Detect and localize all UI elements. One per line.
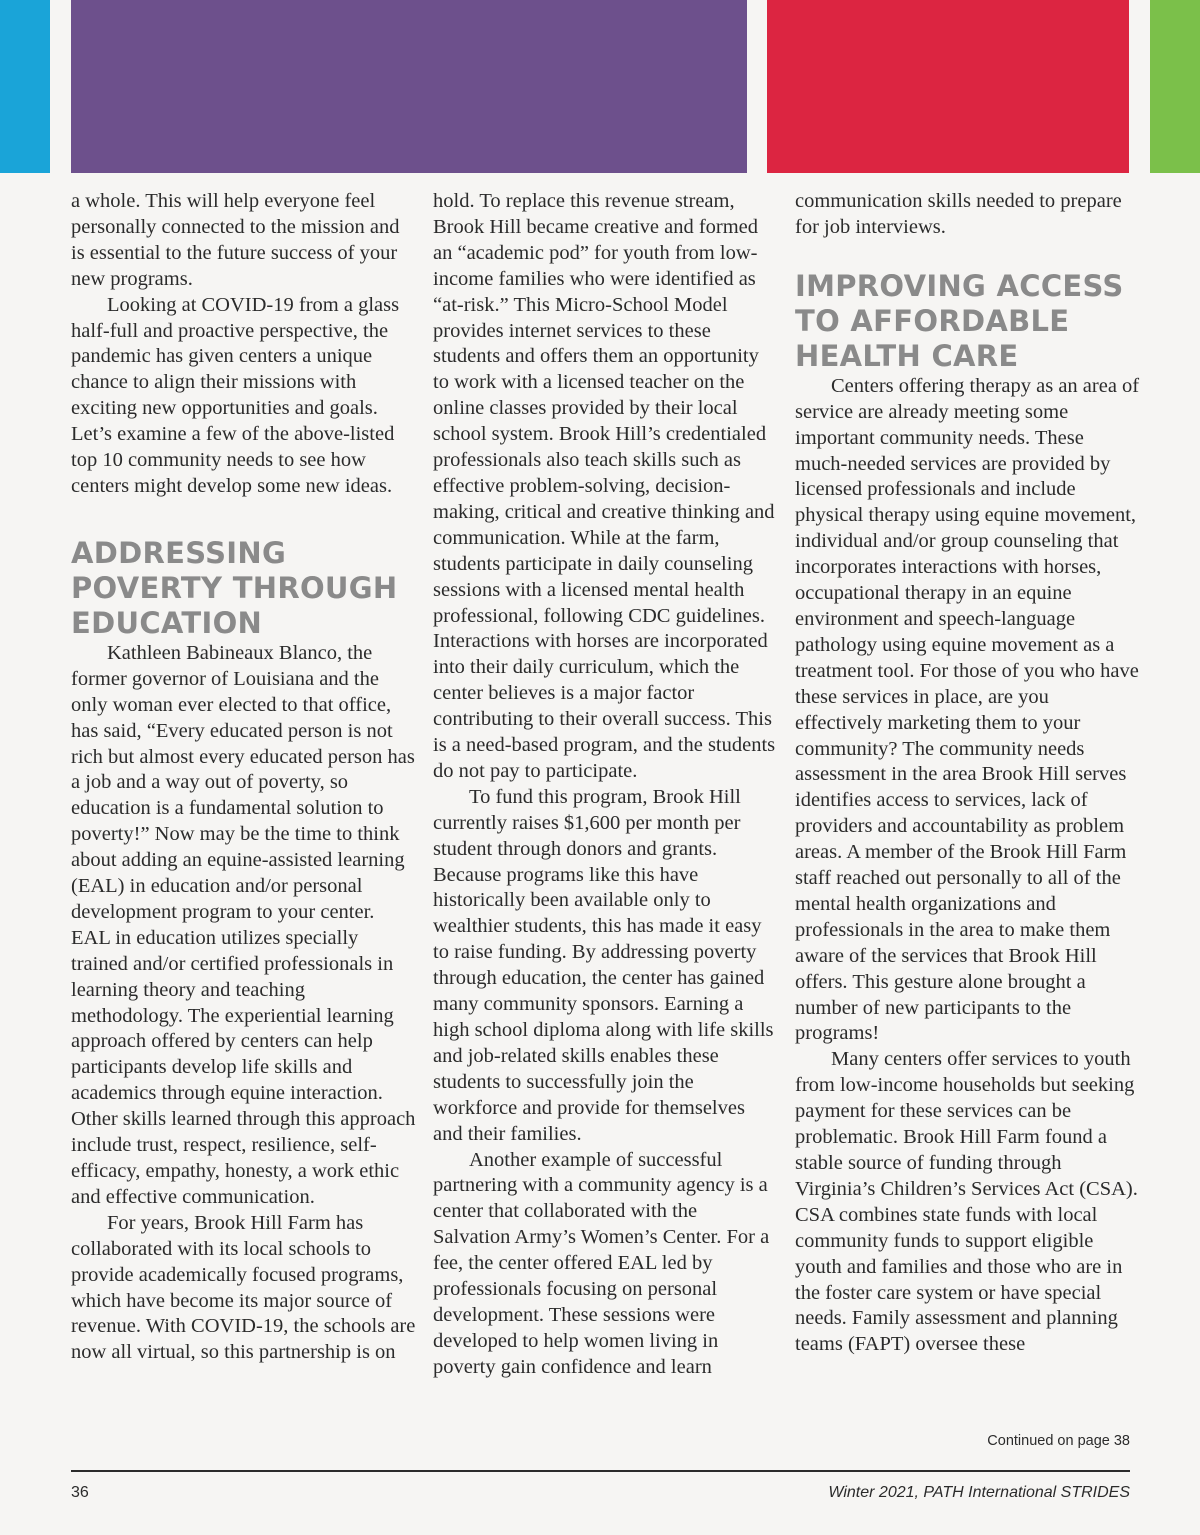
- continued-note: Continued on page 38: [987, 1433, 1130, 1449]
- article-column-1: [71, 189, 417, 1366]
- paragraph: Another example of successful partnering with a community agency is a center that collaborated with the Salvation Army’s Women’s Center. For a fee, the center offered EAL led by professionals focusing on personal development. These sessions were developed to help women living in poverty gain confidence and learn: [433, 1148, 770, 1378]
- green-color-bar: [1150, 0, 1200, 173]
- section-heading: IMPROVING ACCESS TO AFFORDABLE HEALTH CARE: [795, 268, 1124, 373]
- paragraph: Looking at COVID-19 from a glass half-full and proactive perspective, the pandemic has given centers a unique chance to align their missions with exciting new opportunities and goals. Let’s examine a few of the above-listed top 10 community needs to see how centers might develop some new ideas.: [71, 293, 400, 497]
- article-column-3: [795, 189, 1141, 1358]
- paragraph: For years, Brook Hill Farm has collaborated with its local schools to provide academically focused programs, which have become its major source of revenue. With COVID-19, the schools are now all virtual, so this partnership is on: [71, 1211, 416, 1364]
- paragraph: hold. To replace this revenue stream, Brook Hill became creative and formed an “academic pod” for youth from low-income families who were identified as “at-risk.” This Micro-School Model provides internet services to these students and offers them an opportunity to work with a licensed teacher on the online classes provided by their local school system. Brook Hill’s credentialed professionals also teach skills such as effective problem-solving, decision-making, critical and creative thinking and communication. While at the farm, students participate in daily counseling sessions with a licensed mental health professional, following CDC guidelines. Interactions with horses are incorporated into their daily curriculum, which the center believes is a major factor contributing to their overall success. This is a need-based program, and the students do not pay to participate.: [433, 190, 776, 782]
- purple-color-bar: [71, 0, 747, 173]
- footer-rule: [71, 1470, 1130, 1472]
- paragraph: Kathleen Babineaux Blanco, the former governor of Louisiana and the only woman ever elected to that office, has said, “Every educated person is not rich but almost every educated person has a job and a way out of poverty, so education is a fundamental solution to poverty!” Now may be the time to think about adding an equine-assisted learning (EAL) in education and/or personal development program to your center. EAL in education utilizes specially trained and/or certified professionals in learning theory and teaching methodology. The experiential learning approach offered by centers can help participants develop life skills and academics through equine interaction. Other skills learned through this approach include trust, respect, resilience, self-efficacy, empathy, honesty, a work ethic and effective communication.: [71, 641, 416, 1208]
- page-number: 36: [71, 1484, 89, 1501]
- paragraph: To fund this program, Brook Hill currently raises $1,600 per month per student through donors and grants. Because programs like this have historically been available only to wealthier students, this has made it easy to raise funding. By addressing poverty through education, the center has gained many community sponsors. Earning a high school diploma along with life skills and job-related skills enables these students to successfully join the workforce and provide for themselves and their families.: [433, 785, 774, 1145]
- red-color-bar: [767, 0, 1129, 173]
- section-heading: ADDRESSING POVERTY THROUGH EDUCATION: [71, 535, 398, 640]
- publication-title: Winter 2021, PATH International STRIDES: [828, 1484, 1130, 1501]
- blue-color-bar: [0, 0, 50, 173]
- paragraph: Many centers offer services to youth from low-income households but seeking payment for these services can be problematic. Brook Hill Farm found a stable source of funding through Virginia’s Children’s Services Act (CSA). CSA combines state funds with local community funds to support eligible youth and families and those who are in the foster care system or have special needs. Family assessment and planning teams (FAPT) oversee these: [795, 1048, 1138, 1356]
- paragraph: a whole. This will help everyone feel personally connected to the mission and is essential to the future success of your new programs.: [71, 190, 400, 290]
- paragraph: Centers offering therapy as an area of service are already meeting some important community needs. These much-needed services are provided by licensed professionals and include physical therapy using equine movement, individual and/or group counseling that incorporates interactions with horses, occupational therapy in an equine environment and speech-language pathology using equine movement as a treatment tool. For those of you who have these services in place, are you effectively marketing them to your community? The community needs assessment in the area Brook Hill serves identifies access to services, lack of providers and accountability as problem areas. A member of the Brook Hill Farm staff reached out personally to all of the mental health organizations and professionals in the area to make them aware of the services that Brook Hill offers. This gesture alone brought a number of new participants to the programs!: [795, 374, 1140, 1045]
- paragraph: communication skills needed to prepare for job interviews.: [795, 190, 1122, 238]
- article-column-2: [433, 189, 779, 1381]
